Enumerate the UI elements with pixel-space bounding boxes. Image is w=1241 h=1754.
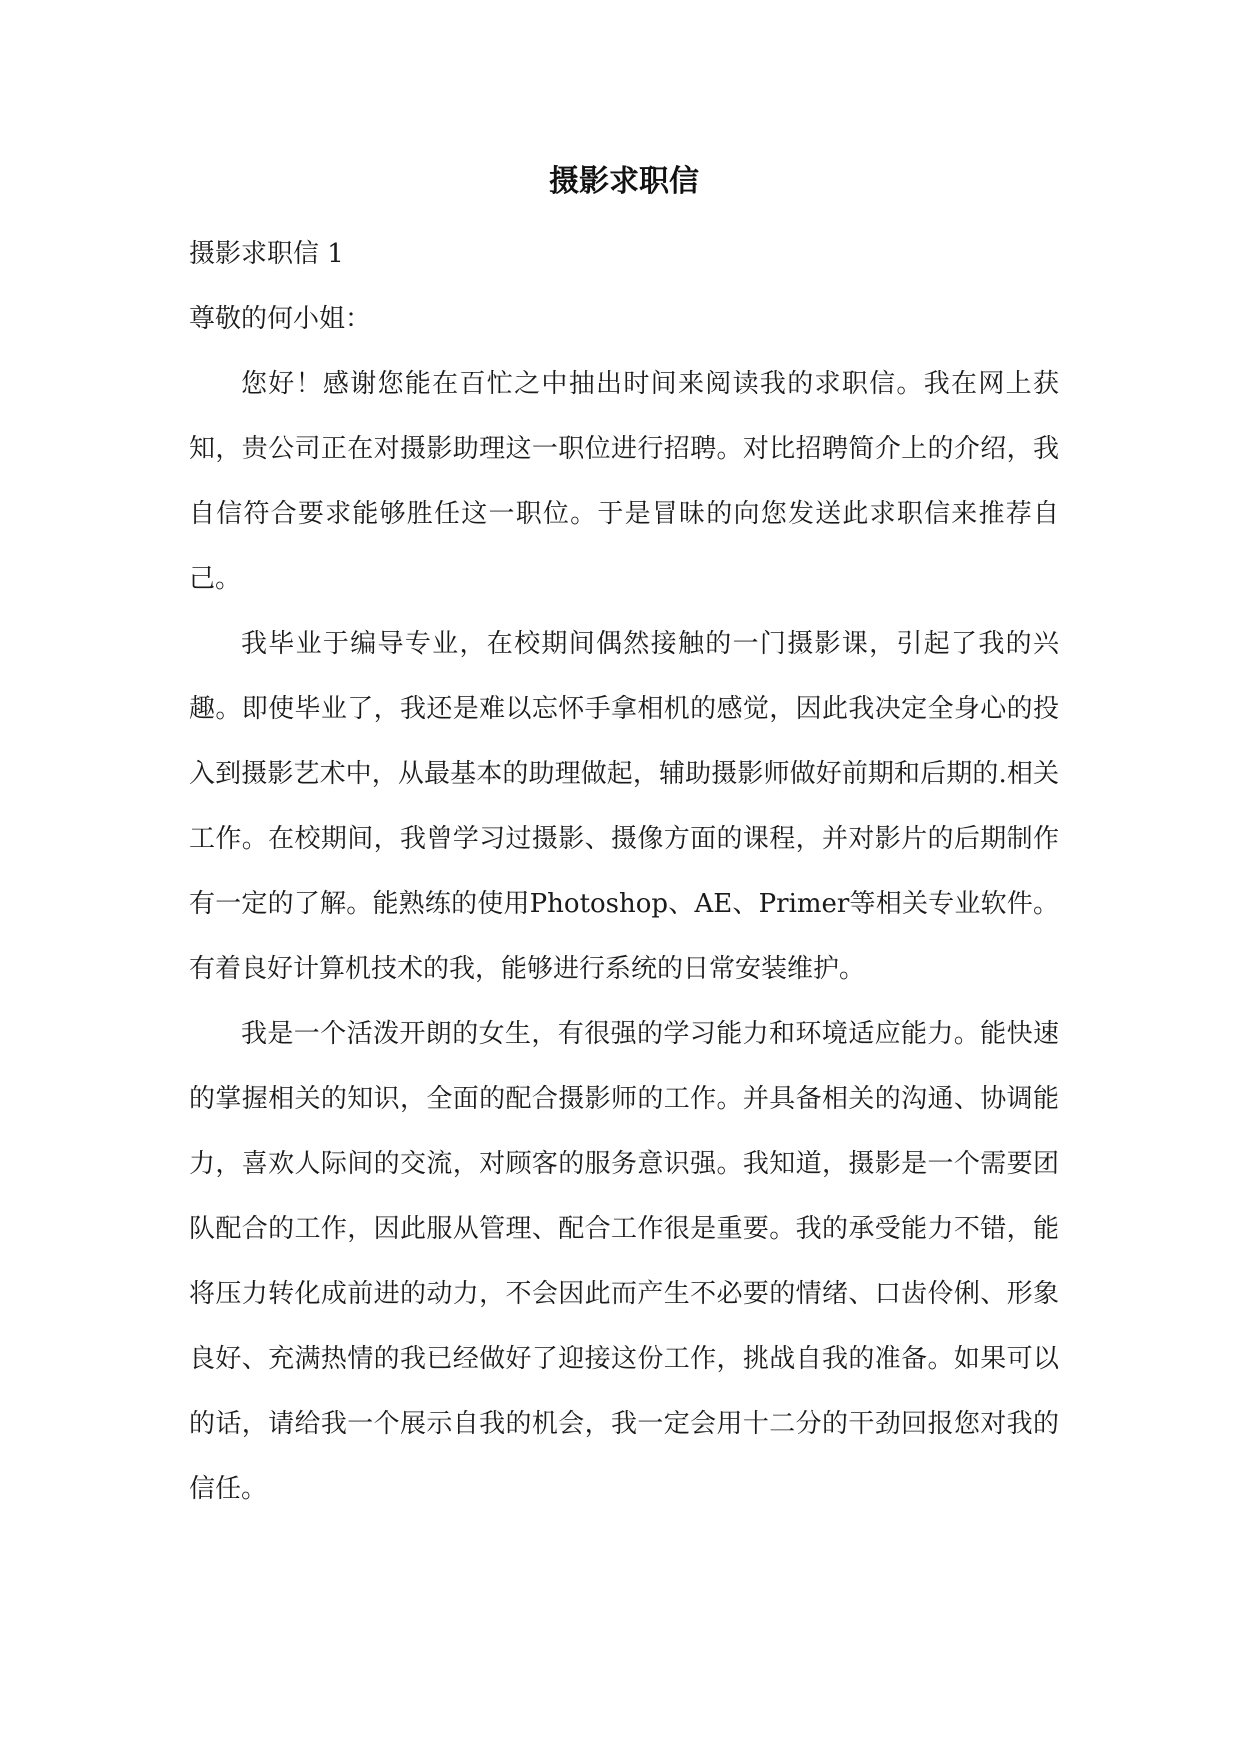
paragraph-education: 我毕业于编导专业，在校期间偶然接触的一门摄影课，引起了我的兴趣。即使毕业了，我还是难以忘怀手拿相机的感觉，因此我决定全身心的投入到摄影艺术中，从最基本的助理做起，辅助摄影师做好前期和后期的.相关工作。在校期间，我曾学习过摄影、摄像方面的课程，并对影片的后期制作有一定的了解。能熟练的使用Photoshop、AE、Primer等相关专业软件。有着良好计算机技术的我，能够进行系统的日常安装维护。 xyxy=(189,629,1059,984)
document-title: 摄影求职信 xyxy=(549,164,699,199)
paragraph-greeting: 您好！感谢您能在百忙之中抽出时间来阅读我的求职信。我在网上获知，贵公司正在对摄影助理这一职位进行招聘。对比招聘简介上的介绍，我自信符合要求能够胜任这一职位。于是冒昧的向您发送此求职信来推荐自己。 xyxy=(189,369,1059,594)
paragraph-personality: 我是一个活泼开朗的女生，有很强的学习能力和环境适应能力。能快速的掌握相关的知识，全面的配合摄影师的工作。并具备相关的沟通、协调能力，喜欢人际间的交流，对顾客的服务意识强。我知道，摄影是一个需要团队配合的工作，因此服从管理、配合工作很是重要。我的承受能力不错，能将压力转化成前进的动力，不会因此而产生不必要的情绪、口齿伶俐、形象良好、充满热情的我已经做好了迎接这份工作，挑战自我的准备。如果可以的话，请给我一个展示自我的机会，我一定会用十二分的干劲回报您对我的信任。 xyxy=(189,1019,1059,1504)
letter-subtitle: 摄影求职信 1 xyxy=(189,239,344,269)
salutation: 尊敬的何小姐： xyxy=(189,304,372,334)
document-body xyxy=(189,160,1059,1522)
